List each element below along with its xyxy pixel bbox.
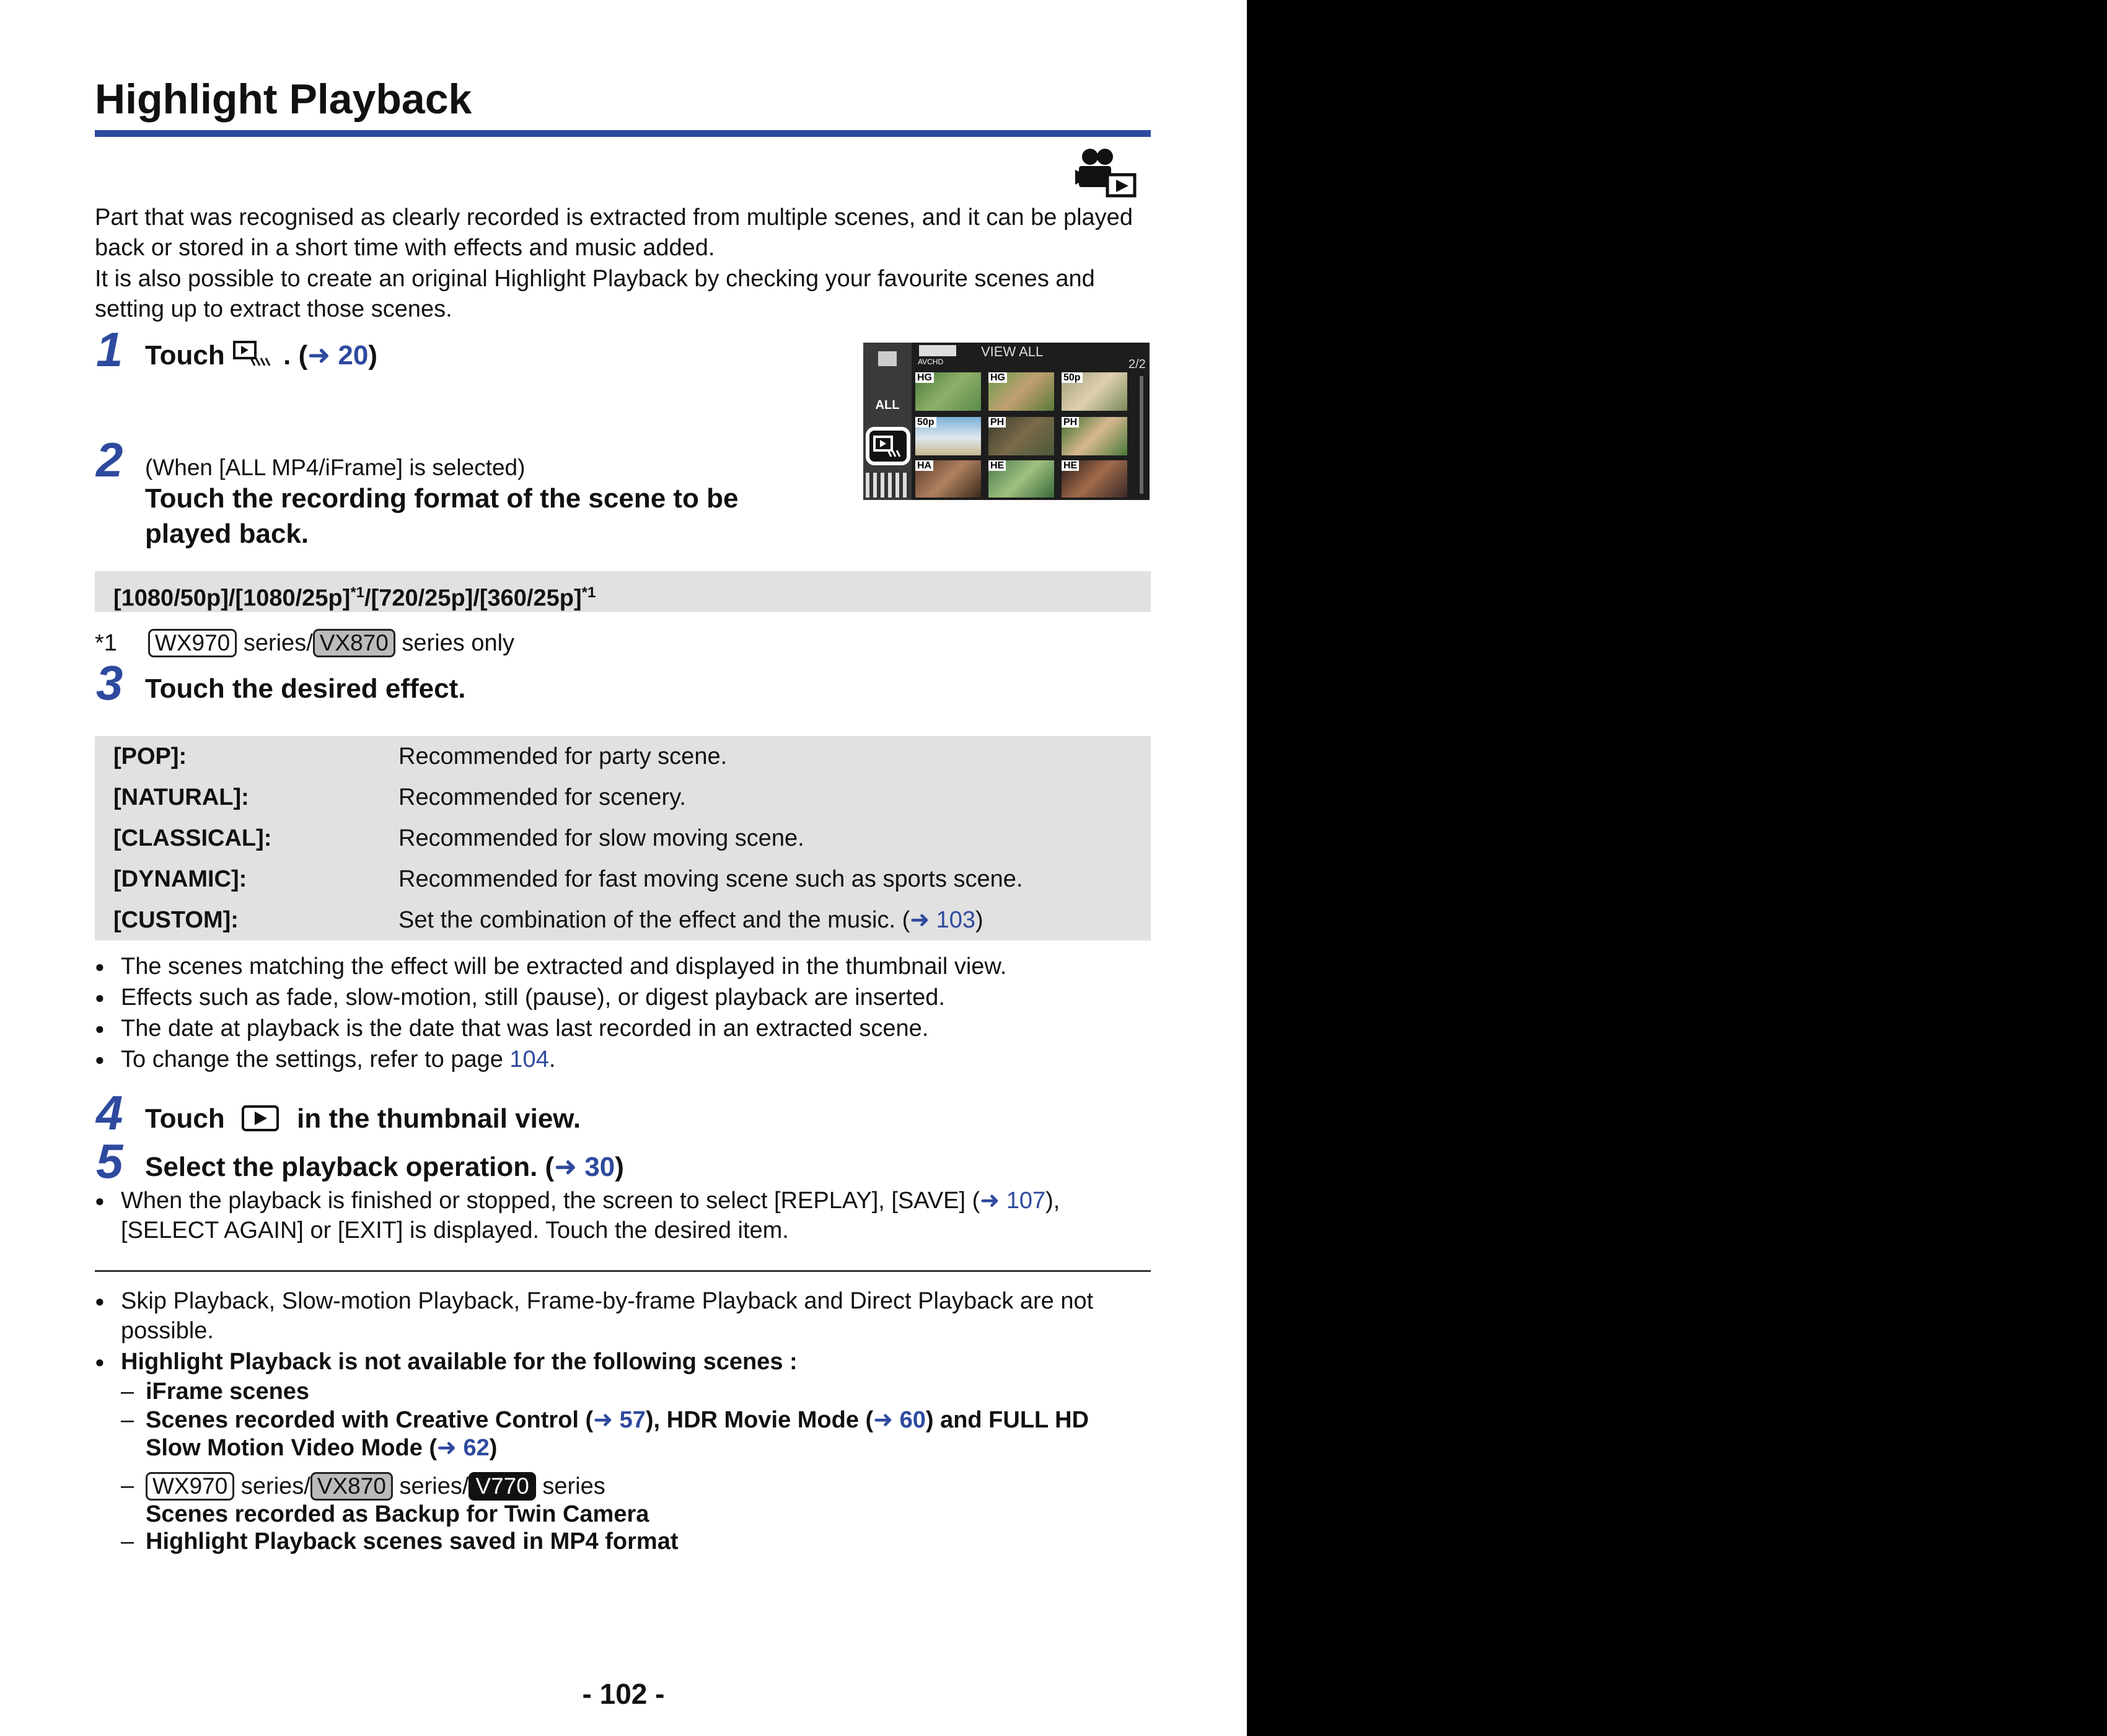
step-2-text-line-1: Touch the recording format of the scene to be xyxy=(145,483,739,514)
step-1-number: 1 xyxy=(96,322,123,377)
screen-scroll-control xyxy=(866,473,909,498)
note-dash-item: – Scenes recorded with Creative Control (➜ 57), HDR Movie Mode (➜ 60) and FULL HD Slow Motion Video Mode (➜ 62) xyxy=(121,1406,1150,1462)
screen-highlight-button xyxy=(866,427,910,465)
step-4-text: Touch in the thumbnail view. xyxy=(145,1103,581,1134)
table-row xyxy=(95,900,1151,940)
intro-line-3: It is also possible to create an original Highlight Playback by checking your favourite scenes and xyxy=(95,266,1095,292)
camcorder-playback-icon xyxy=(1075,147,1137,198)
step-4-number: 4 xyxy=(96,1085,123,1140)
note-bullet: ● Skip Playback, Slow-motion Playback, Frame-by-frame Playback and Direct Playback are not possible. xyxy=(95,1286,1148,1346)
step-2-condition: (When [ALL MP4/iFrame] is selected) xyxy=(145,455,526,480)
scene-thumbnail: HG xyxy=(988,372,1054,411)
effect-name: [CUSTOM]: xyxy=(113,907,239,933)
page-link-104[interactable]: 104 xyxy=(509,1046,549,1072)
table-row xyxy=(95,736,1151,777)
screen-avchd-label: AVCHD xyxy=(918,357,944,366)
intro-line-2: back or stored in a short time with effects and music added. xyxy=(95,235,715,261)
step-3-number: 3 xyxy=(96,655,123,710)
scene-thumbnail: HG xyxy=(915,372,981,411)
screen-scrollbar xyxy=(1140,376,1143,494)
step-3-bullet: ● The scenes matching the effect will be extracted and displayed in the thumbnail view. xyxy=(95,952,1148,981)
note-bullet: ● Highlight Playback is not available for the following scenes : xyxy=(95,1347,1148,1377)
screen-page-count: 2/2 xyxy=(1128,357,1146,371)
model-badge-wx970: WX970 xyxy=(146,1472,234,1501)
effects-table xyxy=(95,736,1151,940)
table-row xyxy=(95,777,1151,818)
page-link-107[interactable]: ➜ 107 xyxy=(980,1188,1046,1214)
format-options-band xyxy=(95,571,1151,612)
scene-thumbnail: HE xyxy=(1062,460,1127,498)
effect-name: [DYNAMIC]: xyxy=(113,866,247,892)
footnote-1: *1 WX970 series/ VX870 series only xyxy=(95,630,515,656)
intro-line-4: setting up to extract those scenes. xyxy=(95,296,452,322)
notes-divider xyxy=(95,1270,1151,1272)
page-link-20[interactable]: ➜ 20 xyxy=(307,340,369,370)
intro-line-1: Part that was recognised as clearly recorded is extracted from multiple scenes, and it can be played xyxy=(95,204,1133,230)
model-badge-vx870: VX870 xyxy=(310,1472,393,1501)
table-row xyxy=(95,859,1151,900)
step-3-bullet: ● Effects such as fade, slow-motion, still (pause), or digest playback are inserted. xyxy=(95,983,1148,1012)
note-dash-item: – Highlight Playback scenes saved in MP4 format xyxy=(121,1528,1150,1556)
scene-thumbnail: 50p xyxy=(915,417,981,455)
step-5-bullet: ● When the playback is finished or stopped, the screen to select [REPLAY], [SAVE] (➜ 107), [SELECT AGAIN] or [EXIT] is displayed. Touch the desired item. xyxy=(95,1186,1148,1245)
effect-description: Recommended for party scene. xyxy=(398,743,728,769)
note-dash-item: – WX970 series/ VX870 series/ V770 series Scenes recorded as Backup for Twin Camera xyxy=(121,1472,1150,1528)
screen-all-tab: ALL xyxy=(875,398,900,412)
step-3-bullet: ● The date at playback is the date that was last recorded in an extracted scene. xyxy=(95,1014,1148,1043)
screen-header: VIEW ALL xyxy=(981,344,1044,359)
title-rule xyxy=(95,130,1151,137)
play-icon xyxy=(241,1104,282,1133)
page-link-62[interactable]: ➜ 62 xyxy=(437,1435,490,1461)
scene-thumbnail: PH xyxy=(1062,417,1127,455)
step-2-text-line-2: played back. xyxy=(145,519,309,549)
format-options: $[1080/50p]/[1080/25p]^{*1}/[720/25p]/[360/25p]^{*1}$ xyxy=(113,584,596,612)
step-5-text: Select the playback operation. (➜ 30) xyxy=(145,1152,624,1182)
page-number: - 102 - xyxy=(582,1678,665,1710)
effect-name: [CLASSICAL]: xyxy=(113,825,272,851)
table-row xyxy=(95,818,1151,859)
scene-thumbnail: 50p xyxy=(1062,372,1127,411)
page-link-57[interactable]: ➜ 57 xyxy=(593,1407,646,1433)
effect-name: [NATURAL]: xyxy=(113,784,249,810)
scene-thumbnail: HA xyxy=(915,460,981,498)
page-link-103[interactable]: ➜ 103 xyxy=(910,907,976,933)
page-title: Highlight Playback xyxy=(95,76,472,123)
effect-description: Recommended for scenery. xyxy=(398,784,686,810)
page-link-30[interactable]: ➜ 30 xyxy=(554,1152,615,1182)
effect-name: [POP]: xyxy=(113,743,187,769)
scene-thumbnail: HE xyxy=(988,460,1054,498)
step-3-text: Touch the desired effect. xyxy=(145,673,466,704)
scene-thumbnail: PH xyxy=(988,417,1054,455)
effect-description: Set the combination of the effect and the music. (➜ 103) xyxy=(398,907,983,933)
screen-camera-icon xyxy=(878,351,897,366)
effect-description: Recommended for fast moving scene such as sports scene. xyxy=(398,866,1023,892)
highlight-playback-icon xyxy=(869,431,907,462)
step-2-number: 2 xyxy=(96,432,123,487)
model-badge-v770: V770 xyxy=(468,1472,535,1501)
highlight-playback-icon xyxy=(232,338,276,369)
effect-description: Recommended for slow moving scene. xyxy=(398,825,804,851)
step-3-bullet: ● To change the settings, refer to page 104. xyxy=(95,1045,1148,1074)
step-1-text: Touch . (➜ 20) xyxy=(145,338,377,373)
model-badge-vx870: VX870 xyxy=(313,629,395,657)
screen-media-icons xyxy=(919,345,956,356)
thumbnail-screen-image xyxy=(863,343,1150,500)
step-5-number: 5 xyxy=(96,1134,123,1188)
note-dash-item: – iFrame scenes xyxy=(121,1378,1150,1406)
page-link-60[interactable]: ➜ 60 xyxy=(873,1407,926,1433)
model-badge-wx970: WX970 xyxy=(148,629,237,657)
